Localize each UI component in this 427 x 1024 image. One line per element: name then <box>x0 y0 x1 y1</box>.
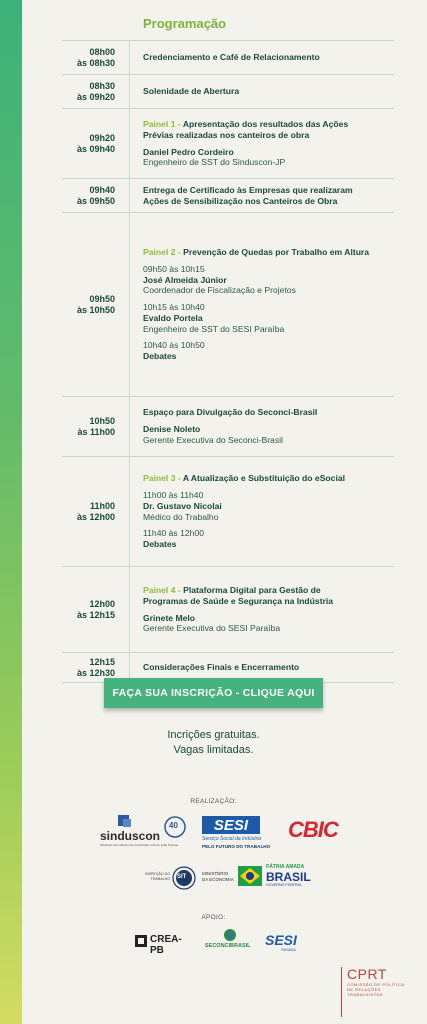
schedule-line <box>143 623 394 634</box>
cbic-logo <box>288 817 338 843</box>
schedule-line-text: Evaldo Portela <box>143 312 203 323</box>
time-start: 09h40 <box>89 184 115 195</box>
sesi-logo <box>202 816 271 856</box>
schedule-line <box>143 351 394 362</box>
schedule-line-text: Apresentação dos resultados das Ações <box>182 118 349 129</box>
panel-label: Painel 3 - <box>143 473 183 484</box>
patria-top: PÁTRIA AMADA <box>266 864 305 870</box>
schedule-row <box>62 75 394 109</box>
schedule-line-text: A Atualização e Substituição do eSocial <box>182 473 346 484</box>
schedule-time <box>62 457 129 566</box>
schedule-line-text: Gerente Executiva do Seconci-Brasil <box>143 434 283 445</box>
schedule-line-text: 10h40 às 10h50 <box>143 340 205 351</box>
schedule-line-text: Programas de Saúde e Segurança na Indústria <box>143 595 334 606</box>
schedule-line-text: Considerações Finais e Encerramento <box>143 662 300 673</box>
apoio-label: APOIO: <box>201 914 226 921</box>
schedule-line <box>143 264 394 275</box>
schedule-row <box>62 567 394 653</box>
time-end: às 12h15 <box>76 609 115 620</box>
schedule-line <box>143 324 394 335</box>
time-end: às 11h00 <box>77 426 115 437</box>
cprt-logo <box>341 967 405 1017</box>
schedule-line-text: Gerente Executiva do SESI Paraíba <box>143 623 281 634</box>
schedule-row <box>62 397 394 457</box>
schedule-line <box>143 473 394 484</box>
time-end: às 12h30 <box>76 667 115 678</box>
schedule-row <box>62 457 394 567</box>
sit-logo <box>140 866 196 890</box>
realizacao-label: REALIZAÇÃO: <box>190 798 237 805</box>
schedule-time <box>62 75 129 108</box>
sit-label: INSPEÇÃO DO TRABALHO <box>145 872 170 881</box>
schedule-line-text: José Almeida Júnior <box>143 274 227 285</box>
time-start: 08h30 <box>89 80 115 91</box>
patria-main: BRASIL <box>266 870 311 884</box>
time-start: 09h50 <box>89 293 115 304</box>
time-start: 08h00 <box>89 46 115 57</box>
crea-mark-icon <box>135 935 147 947</box>
sesi-pb-sub: PARAÍBA <box>281 948 296 952</box>
schedule-line <box>143 340 394 351</box>
sesi-tagline: PELO FUTURO DO TRABALHO <box>202 844 271 849</box>
sinduscon-badge: 40 <box>169 821 178 830</box>
schedule-line-text: 11h40 às 12h00 <box>143 528 205 539</box>
schedule-line-text: Grinete Melo <box>143 612 196 623</box>
time-end: às 12h00 <box>76 511 115 522</box>
schedule-line-text: Prévias realizadas nos canteiros de obra <box>143 129 310 140</box>
sit-wordmark: SIT <box>177 874 187 880</box>
schedule-line <box>143 119 394 130</box>
schedule-time <box>62 567 129 652</box>
schedule-content <box>129 41 394 74</box>
panel-label: Painel 1 - <box>143 118 183 129</box>
schedule-line-text: Plataforma Digital para Gestão de <box>183 584 321 595</box>
time-start: 11h00 <box>89 500 115 511</box>
cprt-subtitle: COMISSÃO DE POLÍTICA DE RELAÇÕES TRABALHISTAS <box>347 982 405 997</box>
schedule-line-text: Engenheiro de SST do Sinduscon-JP <box>143 157 286 168</box>
schedule-line <box>143 501 394 512</box>
patria-amada-brasil-logo <box>238 864 312 888</box>
time-start: 12h00 <box>89 598 115 609</box>
seconci-brasil-logo <box>205 928 255 952</box>
cbic-wordmark: CBIC <box>288 817 338 842</box>
panel-label: Painel 2 - <box>143 246 184 257</box>
schedule-line-text: Entrega de Certificado às Empresas que realizaram <box>143 184 353 195</box>
schedule-line <box>143 285 394 296</box>
schedule-row <box>62 213 394 397</box>
brazil-flag-icon <box>238 866 262 886</box>
limited-seats-text: Vagas limitadas. <box>173 744 254 756</box>
schedule-time <box>62 109 129 178</box>
schedule-row <box>62 179 394 213</box>
schedule-line-text: Ações de Sensibilização nos Canteiros de Obra <box>143 195 338 206</box>
schedule-line <box>143 662 394 673</box>
schedule-row <box>62 109 394 179</box>
schedule-line-text: 10h15 às 10h40 <box>143 302 205 313</box>
free-registration-text: Incrições gratuitas. <box>167 729 260 741</box>
schedule-line-text: Debates <box>143 351 177 362</box>
schedule-line <box>143 130 394 141</box>
schedule-line <box>143 424 394 435</box>
sinduscon-wordmark: sinduscon <box>100 829 161 843</box>
schedule-line <box>143 490 394 501</box>
schedule-content <box>129 397 394 456</box>
time-end: às 09h50 <box>76 195 115 206</box>
schedule-line-text: Solenidade de Abertura <box>143 86 240 97</box>
time-end: às 10h50 <box>76 304 115 315</box>
seconci-wordmark: SECONCIBRASIL <box>205 943 251 949</box>
schedule-line <box>143 275 394 286</box>
schedule-line <box>143 407 394 418</box>
schedule-row <box>62 41 394 75</box>
sesi-pb-wordmark: SESI <box>265 932 297 948</box>
seconci-mark-icon <box>222 928 238 942</box>
schedule-content <box>129 75 394 108</box>
schedule-line <box>143 585 394 596</box>
schedule-line-text: Denise Noleto <box>143 424 201 435</box>
schedule-line <box>143 247 394 258</box>
time-end: às 09h20 <box>76 91 115 102</box>
schedule-line-text: 09h50 às 10h15 <box>143 263 205 274</box>
schedule-time <box>62 213 129 396</box>
time-end: às 09h40 <box>76 143 115 154</box>
schedule-table <box>62 40 394 683</box>
cprt-wordmark: CPRT <box>347 966 387 982</box>
schedule-line <box>143 313 394 324</box>
crea-pb-logo <box>135 934 195 956</box>
ministerio-label: MINISTÉRIO DA ECONOMIA <box>202 871 234 882</box>
schedule-line <box>143 196 394 207</box>
time-start: 12h15 <box>89 656 115 667</box>
schedule-content <box>129 567 394 652</box>
schedule-line <box>143 86 394 97</box>
schedule-line-text: Prevenção de Quedas por Trabalho em Altura <box>183 246 370 257</box>
schedule-line-text: Médico do Trabalho <box>143 511 219 522</box>
schedule-line <box>143 539 394 550</box>
section-title: Programação <box>143 16 227 31</box>
schedule-content <box>129 179 394 212</box>
schedule-time <box>62 397 129 456</box>
crea-wordmark: CREA-PB <box>150 934 182 956</box>
schedule-line <box>143 185 394 196</box>
ministerio-economia-logo <box>202 871 234 883</box>
schedule-line-text: Credenciamento e Café de Relacionamento <box>143 52 320 63</box>
sesi-paraiba-logo <box>265 932 311 952</box>
time-start: 09h20 <box>89 132 115 143</box>
schedule-time <box>62 179 129 212</box>
schedule-line <box>143 435 394 446</box>
schedule-time <box>62 41 129 74</box>
panel-label: Painel 4 - <box>143 584 184 595</box>
schedule-line-text: Daniel Pedro Cordeiro <box>143 146 234 157</box>
schedule-line <box>143 512 394 523</box>
schedule-line-text: Coordenador de Fiscalização e Projetos <box>143 285 296 296</box>
sinduscon-logo <box>98 814 192 848</box>
schedule-line <box>143 157 394 168</box>
schedule-line-text: Dr. Gustavo Nicolai <box>143 500 222 511</box>
schedule-line <box>143 302 394 313</box>
patria-sub: GOVERNO FEDERAL <box>266 883 302 887</box>
sinduscon-subtitle: Sindicato da Indústria da Construção Civil de João Pessoa <box>100 843 179 847</box>
schedule-content <box>129 457 394 566</box>
schedule-line <box>143 528 394 539</box>
schedule-line-text: Espaço para Divulgação do Seconci-Brasil <box>143 407 318 418</box>
sesi-wordmark: SESI <box>213 816 249 834</box>
schedule-line <box>143 52 394 63</box>
time-end: às 08h30 <box>76 57 115 68</box>
sesi-subtitle: Serviço Social da Indústria <box>202 836 262 842</box>
register-button[interactable]: FAÇA SUA INSCRIÇÃO - CLIQUE AQUI <box>104 678 323 708</box>
schedule-line <box>143 613 394 624</box>
schedule-line <box>143 147 394 158</box>
schedule-line-text: Debates <box>143 539 177 550</box>
schedule-line <box>143 596 394 607</box>
schedule-line-text: 11h00 às 11h40 <box>143 489 204 500</box>
schedule-line-text: Engenheiro de SST do SESI Paraíba <box>143 323 285 334</box>
schedule-content <box>129 213 394 396</box>
time-start: 10h50 <box>89 415 115 426</box>
schedule-content <box>129 109 394 178</box>
side-gradient-bar <box>0 0 22 1024</box>
